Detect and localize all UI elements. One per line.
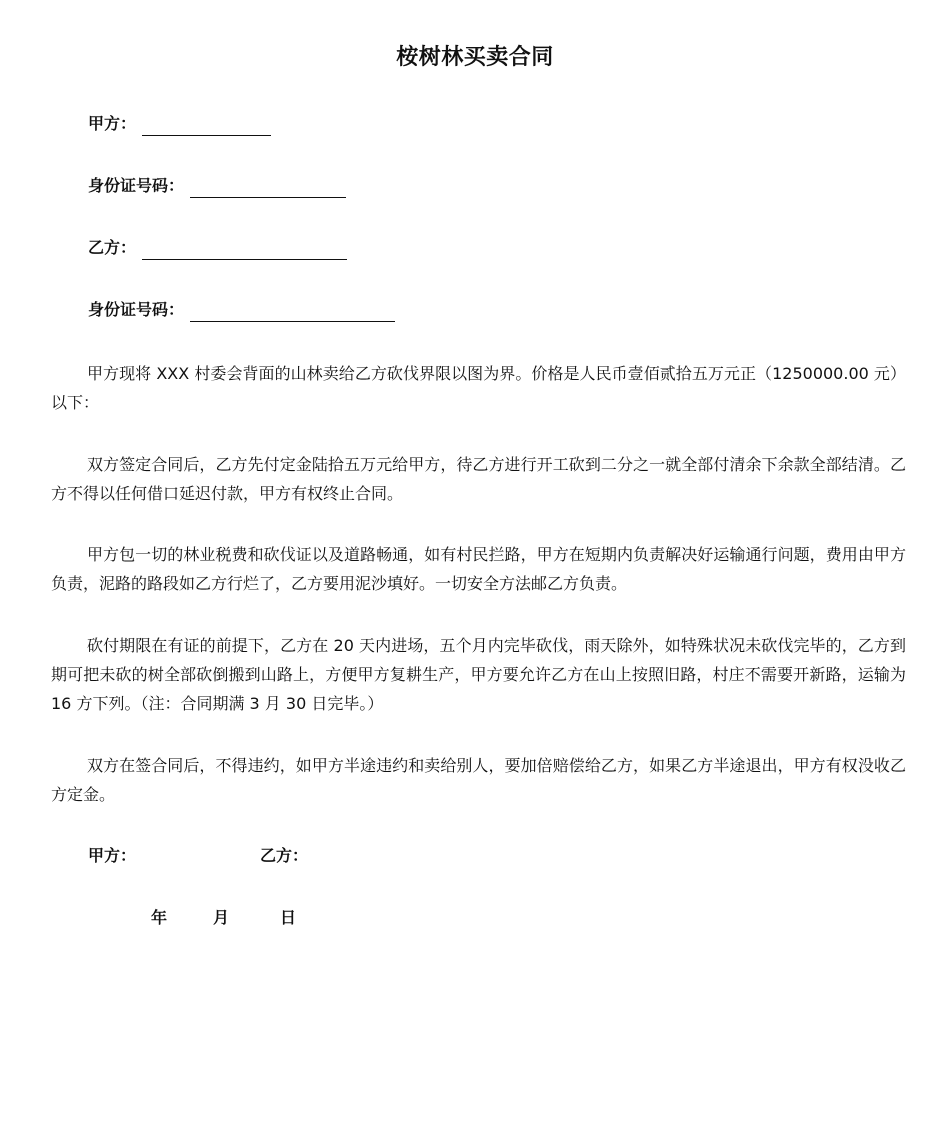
signature-party-a-label: 甲方：: [88, 846, 137, 865]
document-title: 桉树林买卖合同: [396, 45, 554, 70]
signature-row: [88, 844, 309, 868]
clause-paragraph: 双方签定合同后，乙方先付定金陆拾五万元给甲方，待乙方进行开工砍到二分之一就全部付清余下余款全部结清。乙方不得以任何借口延迟付款，甲方有权终止合同。: [51, 455, 906, 503]
party-b-id-blank-line: [190, 303, 395, 322]
party-b-field: [88, 236, 347, 260]
party-b-id-label: 身份证号码：: [88, 300, 185, 319]
party-a-id-label: 身份证号码：: [88, 176, 185, 195]
party-b-blank-line: [142, 241, 347, 260]
party-b-label: 乙方：: [88, 238, 137, 257]
clause-paragraph: 甲方包一切的林业税费和砍伐证以及道路畅通，如有村民拦路，甲方在短期内负责解决好运输通行问题，费用由甲方负责，泥路的路段如乙方行烂了，乙方要用泥沙填好。一切安全方法邮乙方负责。: [51, 545, 906, 593]
party-b-id-field: [88, 298, 395, 322]
clause-paragraph: 双方在签合同后，不得违约，如甲方半途违约和卖给别人，要加倍赔偿给乙方，如果乙方半途退出，甲方有权没收乙方定金。: [51, 756, 906, 804]
signature-party-b-label: 乙方：: [260, 846, 309, 865]
party-a-label: 甲方：: [88, 114, 137, 133]
date-year-label: 年: [151, 908, 168, 927]
date-month-label: 月: [213, 908, 230, 927]
party-a-field: [88, 112, 271, 136]
party-a-id-blank-line: [190, 179, 346, 198]
date-day-label: 日: [280, 908, 297, 927]
party-a-blank-line: [142, 117, 271, 136]
clause-paragraph: 甲方现将 XXX 村委会背面的山林卖给乙方砍伐界限以图为界。价格是人民币壹佰贰拾五万元正（1250000.00 元）以下：: [51, 364, 906, 412]
party-a-id-field: [88, 174, 346, 198]
clause-paragraph: 砍付期限在有证的前提下，乙方在 20 天内进场，五个月内完毕砍伐，雨天除外，如特殊状况未砍伐完毕的，乙方到期可把未砍的树全部砍倒搬到山路上，方便甲方复耕生产，甲方要允许乙方在山上按照旧路，村庄不需要开新路，运输为 16 方下列。（注：合同期满 3 月 30 日完毕。）: [51, 636, 906, 713]
